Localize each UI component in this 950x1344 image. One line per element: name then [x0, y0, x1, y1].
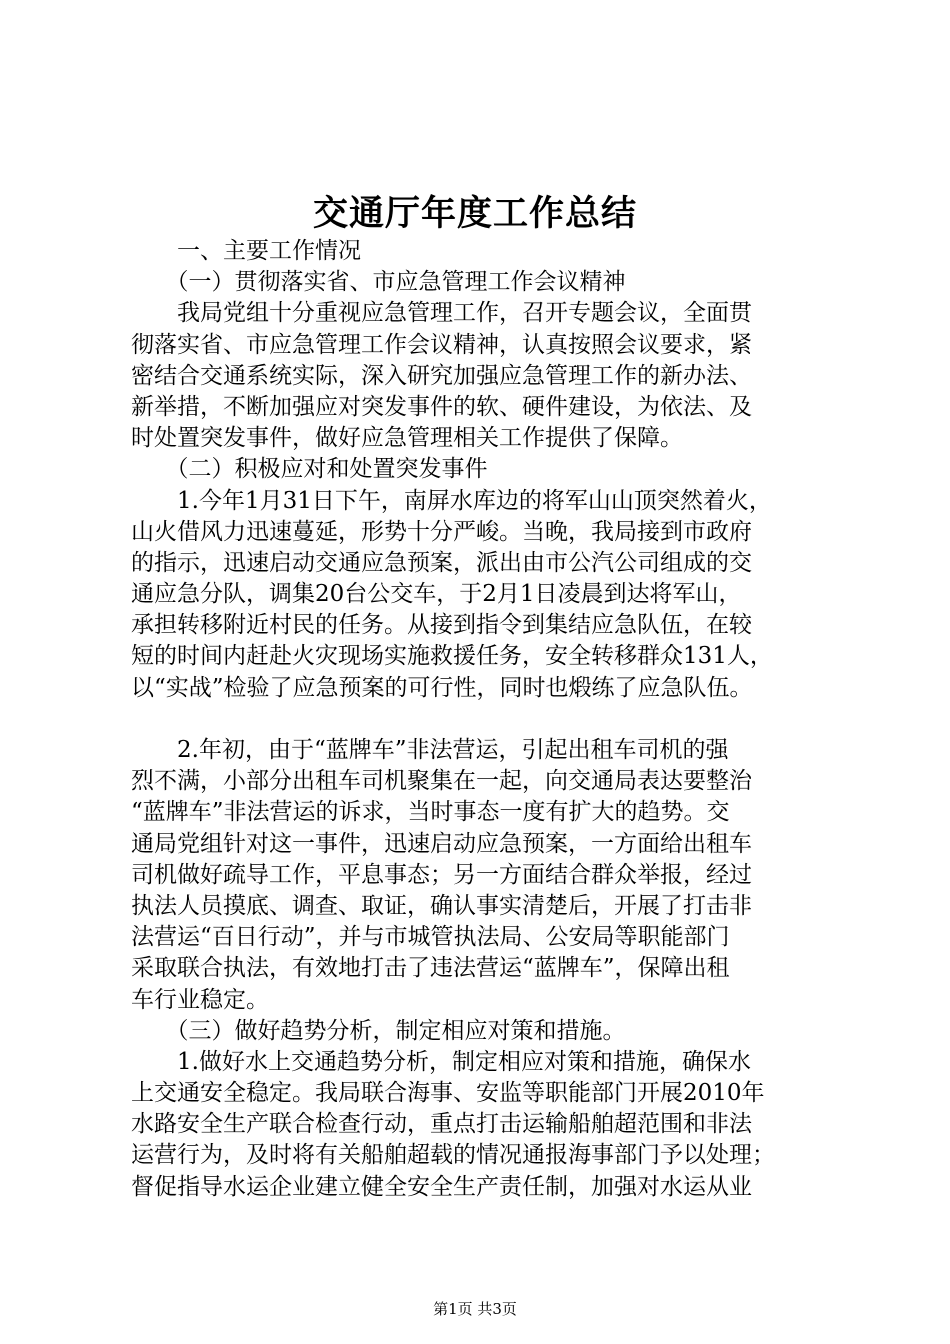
body-line: （二）积极应对和处置突发事件	[131, 456, 488, 483]
body-line: 上交通安全稳定。我局联合海事、安监等职能部门开展2010年	[131, 1080, 765, 1107]
body-line: 我局党组十分重视应急管理工作，召开专题会议，全面贯	[131, 300, 752, 327]
body-line: 执法人员摸底、调查、取证，确认事实清楚后，开展了打击非	[131, 892, 752, 919]
body-line: 山火借风力迅速蔓延，形势十分严峻。当晚，我局接到市政府	[131, 518, 752, 545]
body-line	[131, 704, 831, 735]
body-line: 密结合交通系统实际，深入研究加强应急管理工作的新办法、	[131, 362, 752, 389]
body-line: 司机做好疏导工作，平息事态；另一方面结合群众举报，经过	[131, 861, 752, 888]
body-line: “蓝牌车”非法营运的诉求，当时事态一度有扩大的趋势。交	[131, 799, 730, 826]
body-line: 彻落实省、市应急管理工作会议精神，认真按照会议要求，紧	[131, 331, 752, 358]
body-line: 时处置突发事件，做好应急管理相关工作提供了保障。	[131, 425, 683, 452]
document-title: 交通厅年度工作总结	[312, 193, 637, 234]
body-line: 督促指导水运企业建立健全安全生产责任制，加强对水运从业	[131, 1173, 752, 1200]
body-line: 的指示，迅速启动交通应急预案，派出由市公汽公司组成的交	[131, 549, 752, 576]
body-line: 承担转移附近村民的任务。从接到指令到集结应急队伍，在较	[131, 612, 752, 639]
body-line: 1.今年1月31日下午，南屏水库边的将军山山顶突然着火，	[131, 487, 772, 514]
body-line: 1.做好水上交通趋势分析，制定相应对策和措施，确保水	[131, 1048, 751, 1075]
body-line: 烈不满，小部分出租车司机聚集在一起，向交通局表达要整治	[131, 768, 752, 795]
body-line: 通应急分队，调集20台公交车，于2月1日凌晨到达将军山，	[131, 581, 742, 608]
body-line: 水路安全生产联合检查行动，重点打击运输船舶超范围和非法	[131, 1111, 752, 1138]
body-line: 法营运“百日行动”，并与市城管执法局、公安局等职能部门	[131, 924, 730, 951]
body-line: （三）做好趋势分析，制定相应对策和措施。	[131, 1017, 626, 1044]
body-line: 车行业稳定。	[131, 986, 269, 1013]
body-line: 一、主要工作情况	[131, 238, 361, 264]
body-line: 通局党组针对这一事件，迅速启动应急预案，一方面给出租车	[131, 830, 752, 857]
body-line: 采取联合执法，有效地打击了违法营运“蓝牌车”，保障出租	[131, 955, 730, 982]
body-line: 运营行为，及时将有关船舶超载的情况通报海事部门予以处理；	[131, 1142, 775, 1169]
body-line: 短的时间内赶赴火灾现场实施救援任务，安全转移群众131人，	[131, 643, 773, 670]
page-footer: 第1页 共3页	[433, 1300, 517, 1318]
document-body	[131, 236, 831, 1203]
body-line: 以“实战”检验了应急预案的可行性，同时也煅练了应急队伍。	[131, 674, 753, 701]
body-line: 2.年初，由于“蓝牌车”非法营运，引起出租车司机的强	[131, 737, 729, 763]
body-line: 新举措，不断加强应对突发事件的软、硬件建设，为依法、及	[131, 393, 752, 420]
body-line: （一）贯彻落实省、市应急管理工作会议精神	[131, 269, 626, 296]
